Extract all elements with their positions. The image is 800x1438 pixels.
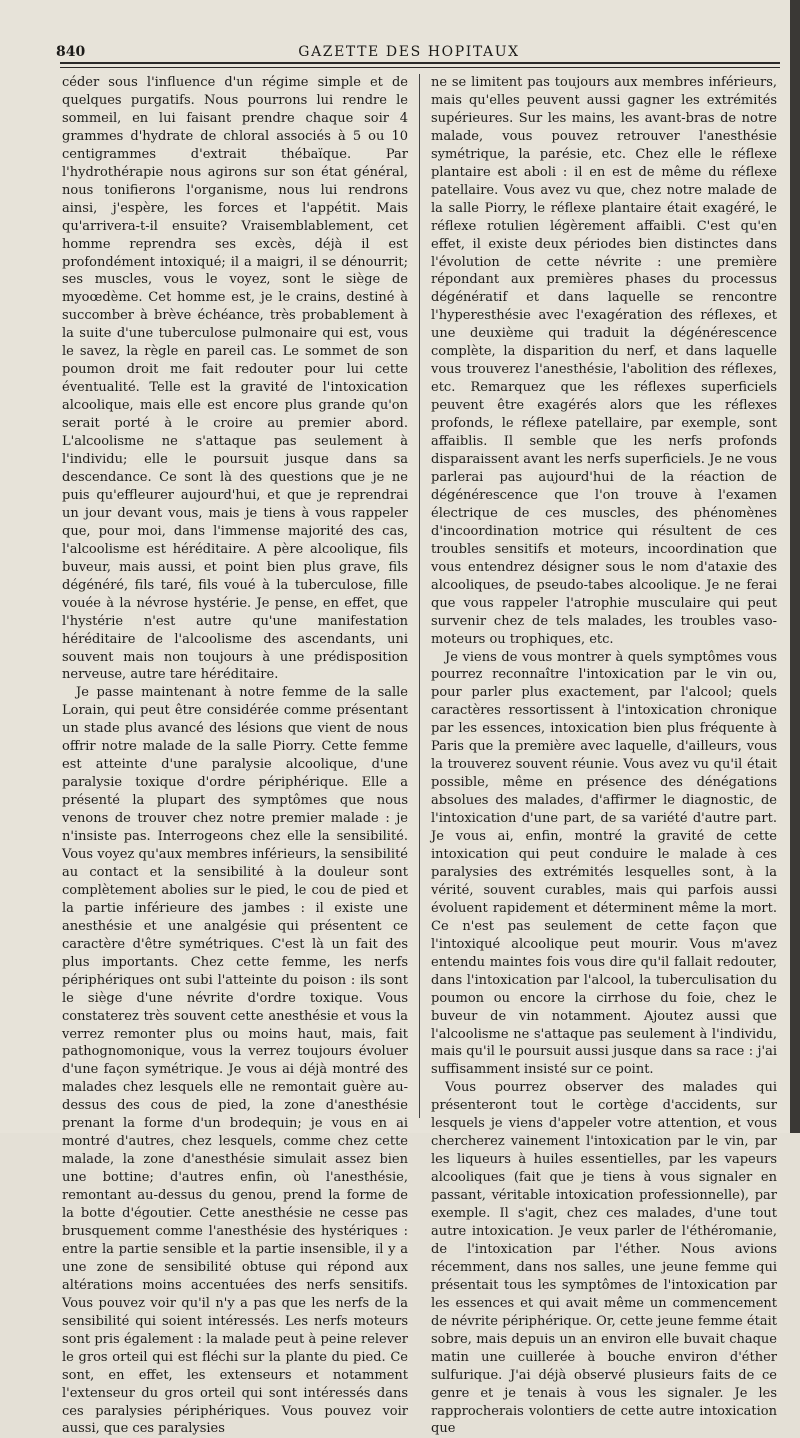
running-title: GAZETTE DES HOPITAUX [298, 44, 520, 60]
right-column [431, 74, 777, 1438]
column-divider [419, 74, 420, 1118]
page-number: 840 [56, 44, 86, 60]
paragraph: Je viens de vous montrer à quels symptômes vous pourrez reconnaître l'intoxication par le vin ou, pour parler plus exactement, par l'alcool; quels caractères ressortissent à l'intoxication chronique par les essences, intoxication bien plus fréquente à Paris que la première avec laquelle, d'ailleurs, vous la trouverez souvent réunie. Vous avez vu qu'il était possible, même en présence des dénégations absolues des malades, d'affirmer le diagnostic, de l'intoxication d'une part, de sa variété d'autre part. Je vous ai, enfin, montré la gravité de cette intoxication qui peut conduire le malade à ces paralysies des extrémités lesquelles sont, à la vérité, souvent curables, mais qui parfois aussi évoluent rapidement et déterminent même la mort. Ce n'est pas seulement de cette façon que l'intoxiqué alcoolique peut mourir. Vous m'avez entendu maintes fois vous dire qu'il fallait redouter, dans l'intoxication par l'alcool, la tuberculisation du poumon ou encore la cirrhose du foie, chez le buveur de vin notamment. Ajoutez aussi que l'alcoolisme ne s'attaque pas seulement à l'individu, mais qu'il le poursuit aussi jusque dans sa race : j'ai suffisamment insisté sur ce point. [431, 649, 777, 1078]
header-rule-thin [60, 67, 780, 68]
left-column [62, 74, 408, 1438]
paragraph: ne se limitent pas toujours aux membres inférieurs, mais qu'elles peuvent aussi gagner les extrémités supérieures. Sur les mains, les avant-bras de notre malade, vous pouvez retrouver l'anesthésie symétrique, la parésie, etc. Chez elle le réflexe plantaire est aboli : il en est de même du réflexe patellaire. Vous avez vu que, chez notre malade de la salle Piorry, le réflexe plantaire était exagéré, le réflexe rotulien légèrement affaibli. C'est qu'en effet, il existe deux périodes bien distinctes dans l'évolution de cette névrite : une première répondant aux premières phases du processus dégénératif et dans laquelle se rencontre l'hyperesthésie avec l'exagération des réflexes, et une deuxième qui traduit la dégénérescence complète, la disparition du nerf, et dans laquelle vous trouverez l'anesthésie, l'abolition des réflexes, etc. Remarquez que les réflexes superficiels peuvent être exagérés alors que les réflexes profonds, le réflexe patellaire, par exemple, sont affaiblis. Il semble que les nerfs profonds disparaissent avant les nerfs superficiels. Je ne vous parlerai pas aujourd'hui de la réaction de dégénérescence que l'on trouve à l'examen électrique de ces muscles, des phénomènes d'incoordination motrice qui résultent de ces troubles sensitifs et moteurs, incoordination que vous entendrez désigner sous le nom d'ataxie des alcooliques, de pseudo-tabes alcoolique. Je ne ferai que vous rappeler l'atrophie musculaire qui peut survenir chez de tels malades, les troubles vaso-moteurs ou trophiques, etc. [431, 75, 777, 647]
paragraph: céder sous l'influence d'un régime simple et de quelques purgatifs. Nous pourrons lui rendre le sommeil, en lui faisant prendre chaque soir 4 grammes d'hydrate de chloral associés à 5 ou 10 centigrammes d'extrait thébaïque. Par l'hydrothérapie nous agirons sur son état général, nous tonifierons l'organisme, nous lui rendrons ainsi, j'espère, les forces et l'appétit. Mais qu'arrivera-t-il ensuite? Vraisemblablement, cet homme reprendra ses excès, déjà il est profondément intoxiqué; il a maigri, il se dénourrit; ses muscles, vous le voyez, sont le siège de myoœdème. Cet homme est, je le crains, destiné à succomber à brève échéance, très probablement à la suite d'une tuberculose pulmonaire qui est, vous le savez, la règle en pareil cas. Le sommet de son poumon droit me fait redouter pour lui cette éventualité. Telle est la gravité de l'intoxication alcoolique, mais elle est encore plus grande qu'on serait porté à le croire au premier abord. L'alcoolisme ne s'attaque pas seulement à l'individu; elle le poursuit jusque dans sa descendance. Ce sont là des questions que je ne puis qu'effleurer aujourd'hui, et que je reprendrai un jour devant vous, mais je tiens à vous rappeler que, pour moi, dans l'immense majorité des cas, l'alcoolisme est héréditaire. A père alcoolique, fils buveur, mais aussi, et point bien plus grave, fils dégénéré, fils taré, fils voué à la tuberculose, fille vouée à la névrose hystérie. Je pense, en effet, que l'hystérie n'est autre qu'une manifestation héréditaire de l'alcoolisme des ascendants, uni souvent mais non toujours à une prédisposition nerveuse, autre tare héréditaire. [62, 75, 408, 683]
page-header [40, 40, 778, 62]
page-edge-shadow [790, 0, 800, 1133]
paragraph: Je passe maintenant à notre femme de la salle Lorain, qui peut être considérée comme présentant un stade plus avancé des lésions que vient de nous offrir notre malade de la salle Piorry. Cette femme est atteinte d'une paralysie alcoolique, d'une paralysie toxique d'ordre périphérique. Elle a présenté la plupart des symptômes que nous venons de trouver chez notre premier malade : je n'insiste pas. Interrogeons chez elle la sensibilité. Vous voyez qu'aux membres inférieurs, la sensibilité au contact et la sensibilité à la douleur sont complètement abolies sur le pied, le cou de pied et la partie inférieure des jambes : il existe une anesthésie et une analgésie qui présentent ce caractère d'être symétriques. C'est là un fait des plus importants. Chez cette femme, les nerfs périphériques ont subi l'atteinte du poison : ils sont le siège d'une névrite d'ordre toxique. Vous constaterez très souvent cette anesthésie et vous la verrez remonter plus ou moins haut, mais, fait pathognomonique, vous la verrez toujours évoluer d'une façon symétrique. Je vous ai déjà montré des malades chez lesquels elle ne remontait guère au-dessus des cous de pied, la zone d'anesthésie prenant la forme d'un brodequin; je vous en ai montré d'autres, chez lesquels, comme chez cette malade, la zone d'anesthésie simulait assez bien une bottine; d'autres enfin, où l'anesthésie, remontant au-dessus du genou, prend la forme de la botte d'égoutier. Cette anesthésie ne cesse pas brusquement comme l'anesthésie des hystériques : entre la partie sensible et la partie insensible, il y a une zone de sensibilité obtuse qui répond aux altérations moins accentuées des nerfs sensitifs. Vous pouvez voir qu'il n'y a pas que les nerfs de la sensibilité qui soient intéressés. Les nerfs moteurs sont pris également : la malade peut à peine relever le gros orteil qui est fléchi sur la plante du pied. Ce sont, en effet, les extenseurs et notamment l'extenseur du gros orteil qui sont intéressés dans ces paralysies périphériques. Vous pouvez voir aussi, que ces paralysies [62, 685, 408, 1437]
paragraph: Vous pourrez observer des malades qui présenteront tout le cortège d'accidents, sur lesquels je viens d'appeler votre attention, et vous chercherez vainement l'intoxication par le vin, par les liqueurs à huiles essentielles, par les vapeurs alcooliques (fait que je tiens à vous signaler en passant, véritable intoxication professionnelle), par exemple. Il s'agit, chez ces malades, d'une tout autre intoxication. Je veux parler de l'éthéromanie, de l'intoxication par l'éther. Nous avions récemment, dans nos salles, une jeune femme qui présentait tous les symptômes de l'intoxication par les essences et qui avait même un commencement de névrite périphérique. Or, cette jeune femme était sobre, mais depuis un an environ elle buvait chaque matin une cuillerée à bouche environ d'éther sulfurique. J'ai déjà observé plusieurs faits de ce genre et je tenais à vous les signaler. Je les rapprocherais volontiers de cette autre intoxication que [431, 1080, 777, 1437]
header-rule-thick [60, 62, 780, 64]
